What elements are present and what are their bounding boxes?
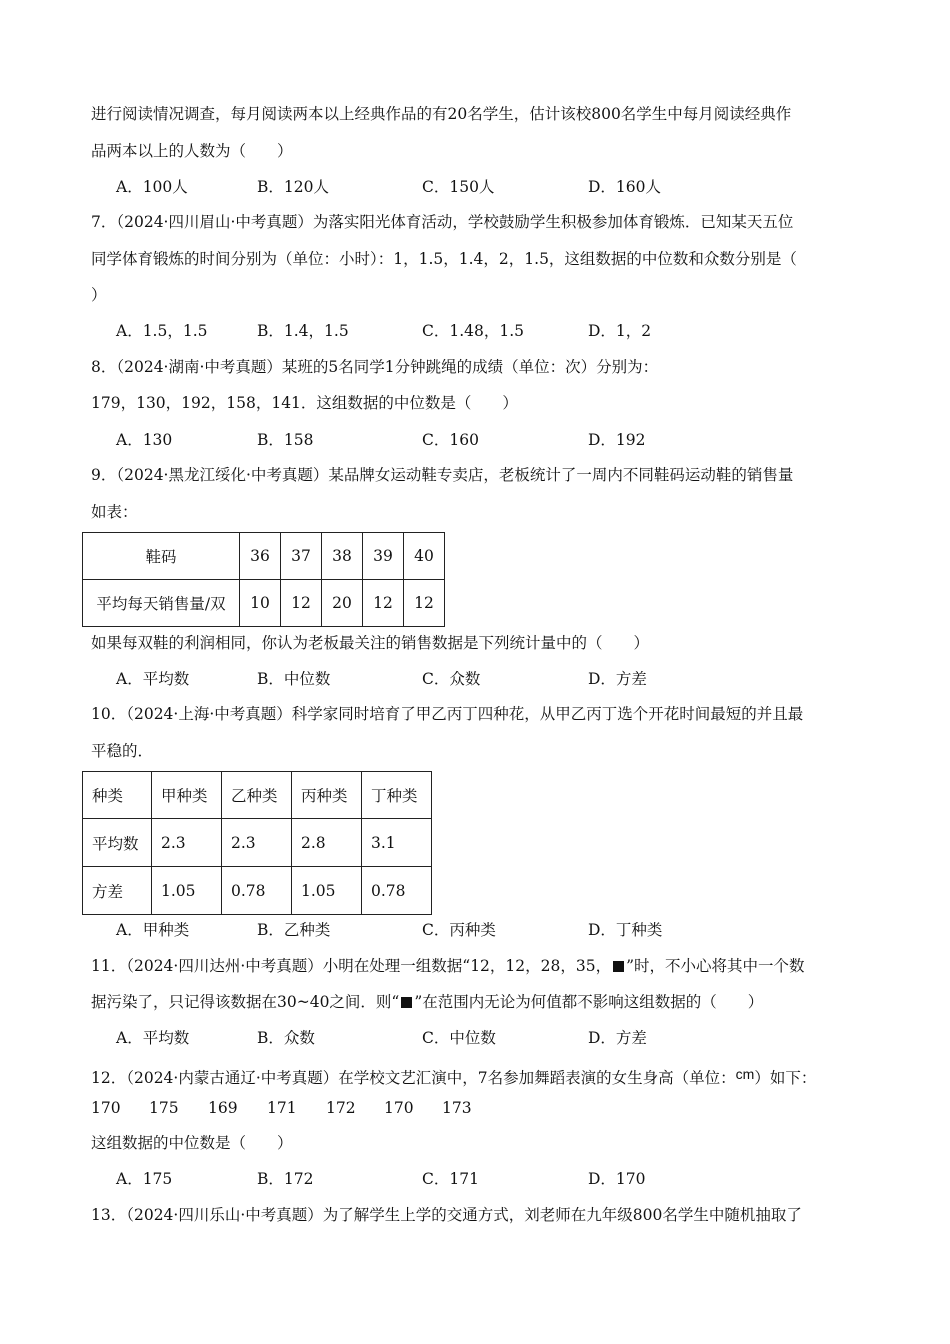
table-row-label: 平均每天销售量/双 (83, 580, 240, 627)
q11-text: ”时，不小心将其中一个数 (626, 957, 805, 975)
height-value: 171 (267, 1099, 297, 1117)
q12-text: 12．（2024·内蒙古通辽·中考真题）在学校文艺汇演中，7名参加舞蹈表演的女生身高（单位： (91, 1069, 736, 1087)
table-cell: 37 (281, 533, 322, 580)
unit-cm: cm (735, 1066, 755, 1082)
intro-line-2: 品两本以上的人数为（ ） (91, 142, 293, 160)
table-row (83, 772, 432, 819)
table-header-cell: 丙种类 (292, 772, 362, 819)
q7-option-c: C．1.48，1.5 (422, 322, 525, 340)
q13-line-1: 13．（2024·四川乐山·中考真题）为了解学生上学的交通方式，刘老师在九年级800名学生中随机抽取了 (91, 1206, 802, 1224)
table-cell: 40 (404, 533, 445, 580)
table-cell: 39 (363, 533, 404, 580)
q10-option-a: A．甲种类 (116, 921, 190, 939)
table-cell: 2.3 (152, 819, 222, 867)
q7-option-d: D．1，2 (588, 322, 652, 340)
flower-variance-table (82, 771, 432, 915)
table-cell: 平均数 (83, 819, 152, 867)
q12-line-3: 这组数据的中位数是（ ） (91, 1134, 293, 1152)
q12-option-c: C．171 (422, 1170, 479, 1188)
q12-option-d: D．170 (588, 1170, 646, 1188)
q11-option-c: C．中位数 (422, 1029, 496, 1047)
intro-option-a: A．100人 (116, 178, 188, 196)
black-square-icon (401, 997, 412, 1008)
table-cell: 1.05 (292, 867, 362, 915)
intro-option-d: D．160人 (588, 178, 662, 196)
table-header-cell: 丁种类 (362, 772, 432, 819)
q11-option-b: B．众数 (257, 1029, 315, 1047)
black-square-icon (613, 961, 624, 972)
table-cell: 20 (322, 580, 363, 627)
table-header-cell: 乙种类 (222, 772, 292, 819)
q7-line-3: ） (91, 286, 107, 304)
q9-option-b: B．中位数 (257, 670, 331, 688)
table-cell: 1.05 (152, 867, 222, 915)
q10-line-2: 平稳的． (91, 742, 154, 760)
q10-line-1: 10．（2024·上海·中考真题）科学家同时培育了甲乙丙丁四种花，从甲乙丙丁选个开花时间最短的并且最 (91, 705, 804, 723)
q11-line-2 (91, 992, 763, 1012)
q11-text: 11．（2024·四川达州·中考真题）小明在处理一组数据“12，12，28，35， (91, 957, 612, 975)
height-value: 172 (326, 1099, 356, 1117)
q9-option-c: C．众数 (422, 670, 481, 688)
height-value: 175 (149, 1099, 179, 1117)
q10-option-c: C．丙种类 (422, 921, 496, 939)
q11-text: ”在范围内无论为何值都不影响这组数据的（ ） (414, 993, 764, 1011)
q8-option-b: B．158 (257, 431, 314, 449)
q7-line-2: 同学体育锻炼的时间分别为（单位：小时）：1，1.5，1.4，2，1.5，这组数据的中位数和众数分别是（ (91, 250, 797, 268)
table-cell: 10 (240, 580, 281, 627)
q10-option-b: B．乙种类 (257, 921, 331, 939)
q8-option-c: C．160 (422, 431, 479, 449)
table-cell: 12 (363, 580, 404, 627)
height-value: 170 (91, 1099, 121, 1117)
table-row-label: 鞋码 (83, 533, 240, 580)
table-cell: 12 (404, 580, 445, 627)
table-row (83, 819, 432, 867)
q7-option-a: A．1.5，1.5 (116, 322, 208, 340)
table-row (83, 867, 432, 915)
table-cell: 36 (240, 533, 281, 580)
q9-line-1: 9．（2024·黑龙江绥化·中考真题）某品牌女运动鞋专卖店，老板统计了一周内不同鞋码运动鞋的销售量 (91, 466, 794, 484)
q9-option-a: A．平均数 (116, 670, 190, 688)
q11-option-a: A．平均数 (116, 1029, 190, 1047)
table-cell: 12 (281, 580, 322, 627)
table-cell: 0.78 (222, 867, 292, 915)
table-cell: 0.78 (362, 867, 432, 915)
table-row (83, 533, 445, 580)
q12-option-a: A．175 (116, 1170, 173, 1188)
table-cell: 方差 (83, 867, 152, 915)
q8-option-a: A．130 (116, 431, 173, 449)
q11-line-1 (91, 956, 805, 976)
q8-line-2: 179，130，192，158，141．这组数据的中位数是（ ） (91, 394, 518, 412)
height-value: 169 (208, 1099, 238, 1117)
table-cell: 2.8 (292, 819, 362, 867)
q11-option-d: D．方差 (588, 1029, 647, 1047)
height-value: 173 (442, 1099, 472, 1117)
table-cell: 2.3 (222, 819, 292, 867)
q9-line-2: 如表： (91, 503, 138, 521)
shoe-sales-table (82, 532, 445, 627)
q12-line-1 (91, 1064, 816, 1088)
table-header-cell: 种类 (83, 772, 152, 819)
q7-line-1: 7．（2024·四川眉山·中考真题）为落实阳光体育活动，学校鼓励学生积极参加体育锻炼．已知某天五位 (91, 213, 794, 231)
table-cell: 3.1 (362, 819, 432, 867)
q11-text: 据污染了，只记得该数据在30~40之间．则“ (91, 993, 400, 1011)
height-value: 170 (384, 1099, 414, 1117)
intro-option-b: B．120人 (257, 178, 329, 196)
q8-option-d: D．192 (588, 431, 646, 449)
table-row (83, 580, 445, 627)
intro-option-c: C．150人 (422, 178, 495, 196)
q9-line-3: 如果每双鞋的利润相同，你认为老板最关注的销售数据是下列统计量中的（ ） (91, 634, 650, 652)
q9-option-d: D．方差 (588, 670, 647, 688)
q10-option-d: D．丁种类 (588, 921, 663, 939)
table-header-cell: 甲种类 (152, 772, 222, 819)
table-cell: 38 (322, 533, 363, 580)
q12-option-b: B．172 (257, 1170, 314, 1188)
q7-option-b: B．1.4，1.5 (257, 322, 349, 340)
intro-line-1: 进行阅读情况调查，每月阅读两本以上经典作品的有20名学生，估计该校800名学生中每月阅读经典作 (91, 105, 792, 123)
q8-line-1: 8．（2024·湖南·中考真题）某班的5名同学1分钟跳绳的成绩（单位：次）分别为： (91, 358, 659, 376)
q12-text: ）如下： (754, 1069, 817, 1087)
